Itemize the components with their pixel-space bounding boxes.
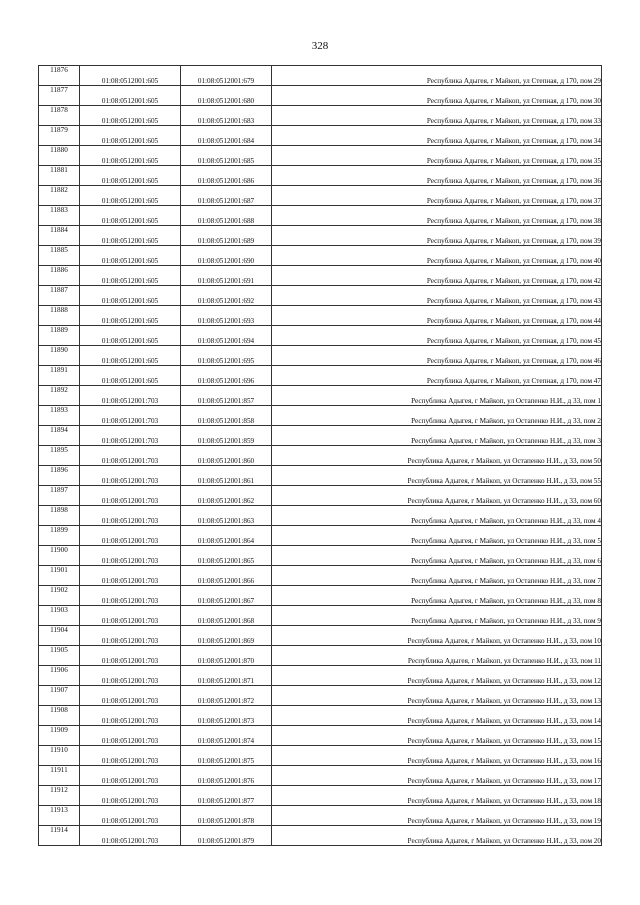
row-number-cell: 11882 <box>39 186 80 206</box>
address-cell: Республика Адыгея, г Майкоп, ул Степная, д 170, пом 29 <box>272 66 602 86</box>
address-cell: Республика Адыгея, г Майкоп, ул Степная, д 170, пом 37 <box>272 186 602 206</box>
table-row <box>39 606 602 626</box>
block-cadastral-cell: 01:08:0512001:703 <box>80 546 181 566</box>
row-number-cell: 11878 <box>39 106 80 126</box>
cadastral-number-cell: 01:08:0512001:864 <box>181 526 272 546</box>
address-cell: Республика Адыгея, г Майкоп, ул Степная, д 170, пом 45 <box>272 326 602 346</box>
table-row <box>39 106 602 126</box>
table-row <box>39 686 602 706</box>
row-number-cell: 11886 <box>39 266 80 286</box>
table-row <box>39 66 602 86</box>
table-row <box>39 666 602 686</box>
block-cadastral-cell: 01:08:0512001:703 <box>80 426 181 446</box>
block-cadastral-cell: 01:08:0512001:605 <box>80 266 181 286</box>
block-cadastral-cell: 01:08:0512001:703 <box>80 406 181 426</box>
address-cell: Республика Адыгея, г Майкоп, ул Степная, д 170, пом 38 <box>272 206 602 226</box>
address-cell: Республика Адыгея, г Майкоп, ул Остапенко Н.И., д 33, пом 15 <box>272 726 602 746</box>
block-cadastral-cell: 01:08:0512001:703 <box>80 446 181 466</box>
table-row <box>39 166 602 186</box>
cadastral-number-cell: 01:08:0512001:683 <box>181 106 272 126</box>
address-cell: Республика Адыгея, г Майкоп, ул Остапенко Н.И., д 33, пом 60 <box>272 486 602 506</box>
table-row <box>39 406 602 426</box>
cadastral-number-cell: 01:08:0512001:696 <box>181 366 272 386</box>
row-number-cell: 11905 <box>39 646 80 666</box>
row-number-cell: 11903 <box>39 606 80 626</box>
row-number-cell: 11907 <box>39 686 80 706</box>
cadastral-number-cell: 01:08:0512001:679 <box>181 66 272 86</box>
table-row <box>39 426 602 446</box>
table-row <box>39 726 602 746</box>
row-number-cell: 11902 <box>39 586 80 606</box>
table-row <box>39 746 602 766</box>
address-cell: Республика Адыгея, г Майкоп, ул Остапенко Н.И., д 33, пом 14 <box>272 706 602 726</box>
table-row <box>39 566 602 586</box>
cadastral-number-cell: 01:08:0512001:863 <box>181 506 272 526</box>
cadastral-number-cell: 01:08:0512001:877 <box>181 786 272 806</box>
row-number-cell: 11904 <box>39 626 80 646</box>
cadastral-number-cell: 01:08:0512001:869 <box>181 626 272 646</box>
block-cadastral-cell: 01:08:0512001:703 <box>80 586 181 606</box>
address-cell: Республика Адыгея, г Майкоп, ул Остапенко Н.И., д 33, пом 12 <box>272 666 602 686</box>
table-row <box>39 626 602 646</box>
row-number-cell: 11883 <box>39 206 80 226</box>
cadastral-number-cell: 01:08:0512001:695 <box>181 346 272 366</box>
table-row <box>39 766 602 786</box>
row-number-cell: 11909 <box>39 726 80 746</box>
address-cell: Республика Адыгея, г Майкоп, ул Степная, д 170, пом 30 <box>272 86 602 106</box>
table-row <box>39 186 602 206</box>
table-row <box>39 386 602 406</box>
address-cell: Республика Адыгея, г Майкоп, ул Степная, д 170, пом 47 <box>272 366 602 386</box>
row-number-cell: 11888 <box>39 306 80 326</box>
cadastral-number-cell: 01:08:0512001:694 <box>181 326 272 346</box>
table-row <box>39 226 602 246</box>
row-number-cell: 11884 <box>39 226 80 246</box>
table-row <box>39 706 602 726</box>
block-cadastral-cell: 01:08:0512001:703 <box>80 666 181 686</box>
block-cadastral-cell: 01:08:0512001:605 <box>80 166 181 186</box>
block-cadastral-cell: 01:08:0512001:703 <box>80 486 181 506</box>
row-number-cell: 11877 <box>39 86 80 106</box>
cadastral-number-cell: 01:08:0512001:868 <box>181 606 272 626</box>
cadastral-number-cell: 01:08:0512001:690 <box>181 246 272 266</box>
address-cell: Республика Адыгея, г Майкоп, ул Остапенко Н.И., д 33, пом 20 <box>272 826 602 846</box>
cadastral-number-cell: 01:08:0512001:876 <box>181 766 272 786</box>
block-cadastral-cell: 01:08:0512001:703 <box>80 626 181 646</box>
cadastral-number-cell: 01:08:0512001:691 <box>181 266 272 286</box>
cadastral-number-cell: 01:08:0512001:688 <box>181 206 272 226</box>
row-number-cell: 11913 <box>39 806 80 826</box>
block-cadastral-cell: 01:08:0512001:703 <box>80 506 181 526</box>
table-row <box>39 586 602 606</box>
address-cell: Республика Адыгея, г Майкоп, ул Остапенко Н.И., д 33, пом 1 <box>272 386 602 406</box>
row-number-cell: 11879 <box>39 126 80 146</box>
table-row <box>39 466 602 486</box>
cadastral-number-cell: 01:08:0512001:687 <box>181 186 272 206</box>
cadastral-number-cell: 01:08:0512001:680 <box>181 86 272 106</box>
address-cell: Республика Адыгея, г Майкоп, ул Остапенко Н.И., д 33, пом 17 <box>272 766 602 786</box>
row-number-cell: 11912 <box>39 786 80 806</box>
address-cell: Республика Адыгея, г Майкоп, ул Остапенко Н.И., д 33, пом 7 <box>272 566 602 586</box>
row-number-cell: 11895 <box>39 446 80 466</box>
row-number-cell: 11901 <box>39 566 80 586</box>
block-cadastral-cell: 01:08:0512001:703 <box>80 786 181 806</box>
table-row <box>39 246 602 266</box>
block-cadastral-cell: 01:08:0512001:605 <box>80 206 181 226</box>
block-cadastral-cell: 01:08:0512001:605 <box>80 146 181 166</box>
row-number-cell: 11885 <box>39 246 80 266</box>
row-number-cell: 11894 <box>39 426 80 446</box>
block-cadastral-cell: 01:08:0512001:605 <box>80 346 181 366</box>
cadastral-number-cell: 01:08:0512001:873 <box>181 706 272 726</box>
row-number-cell: 11890 <box>39 346 80 366</box>
block-cadastral-cell: 01:08:0512001:605 <box>80 86 181 106</box>
address-cell: Республика Адыгея, г Майкоп, ул Остапенко Н.И., д 33, пом 50 <box>272 446 602 466</box>
block-cadastral-cell: 01:08:0512001:703 <box>80 526 181 546</box>
cadastral-number-cell: 01:08:0512001:686 <box>181 166 272 186</box>
registry-table-body <box>39 66 602 846</box>
block-cadastral-cell: 01:08:0512001:605 <box>80 246 181 266</box>
table-row <box>39 646 602 666</box>
row-number-cell: 11876 <box>39 66 80 86</box>
address-cell: Республика Адыгея, г Майкоп, ул Степная, д 170, пом 36 <box>272 166 602 186</box>
cadastral-number-cell: 01:08:0512001:870 <box>181 646 272 666</box>
address-cell: Республика Адыгея, г Майкоп, ул Остапенко Н.И., д 33, пом 10 <box>272 626 602 646</box>
address-cell: Республика Адыгея, г Майкоп, ул Остапенко Н.И., д 33, пом 4 <box>272 506 602 526</box>
address-cell: Республика Адыгея, г Майкоп, ул Остапенко Н.И., д 33, пом 8 <box>272 586 602 606</box>
table-row <box>39 506 602 526</box>
address-cell: Республика Адыгея, г Майкоп, ул Степная, д 170, пом 44 <box>272 306 602 326</box>
address-cell: Республика Адыгея, г Майкоп, ул Остапенко Н.И., д 33, пом 9 <box>272 606 602 626</box>
cadastral-number-cell: 01:08:0512001:865 <box>181 546 272 566</box>
row-number-cell: 11910 <box>39 746 80 766</box>
block-cadastral-cell: 01:08:0512001:703 <box>80 566 181 586</box>
cadastral-number-cell: 01:08:0512001:693 <box>181 306 272 326</box>
cadastral-number-cell: 01:08:0512001:871 <box>181 666 272 686</box>
table-row <box>39 806 602 826</box>
table-row <box>39 446 602 466</box>
table-row <box>39 346 602 366</box>
block-cadastral-cell: 01:08:0512001:605 <box>80 366 181 386</box>
address-cell: Республика Адыгея, г Майкоп, ул Степная, д 170, пом 35 <box>272 146 602 166</box>
cadastral-number-cell: 01:08:0512001:872 <box>181 686 272 706</box>
address-cell: Республика Адыгея, г Майкоп, ул Остапенко Н.И., д 33, пом 3 <box>272 426 602 446</box>
table-row <box>39 526 602 546</box>
address-cell: Республика Адыгея, г Майкоп, ул Остапенко Н.И., д 33, пом 2 <box>272 406 602 426</box>
row-number-cell: 11899 <box>39 526 80 546</box>
table-row <box>39 786 602 806</box>
block-cadastral-cell: 01:08:0512001:605 <box>80 326 181 346</box>
block-cadastral-cell: 01:08:0512001:605 <box>80 106 181 126</box>
table-row <box>39 826 602 846</box>
table-row <box>39 266 602 286</box>
block-cadastral-cell: 01:08:0512001:605 <box>80 186 181 206</box>
address-cell: Республика Адыгея, г Майкоп, ул Степная, д 170, пом 42 <box>272 266 602 286</box>
row-number-cell: 11892 <box>39 386 80 406</box>
address-cell: Республика Адыгея, г Майкоп, ул Степная, д 170, пом 46 <box>272 346 602 366</box>
cadastral-number-cell: 01:08:0512001:692 <box>181 286 272 306</box>
block-cadastral-cell: 01:08:0512001:703 <box>80 466 181 486</box>
row-number-cell: 11896 <box>39 466 80 486</box>
cadastral-number-cell: 01:08:0512001:878 <box>181 806 272 826</box>
table-row <box>39 146 602 166</box>
row-number-cell: 11897 <box>39 486 80 506</box>
cadastral-number-cell: 01:08:0512001:861 <box>181 466 272 486</box>
row-number-cell: 11911 <box>39 766 80 786</box>
block-cadastral-cell: 01:08:0512001:605 <box>80 286 181 306</box>
table-row <box>39 366 602 386</box>
table-row <box>39 546 602 566</box>
cadastral-number-cell: 01:08:0512001:875 <box>181 746 272 766</box>
block-cadastral-cell: 01:08:0512001:703 <box>80 706 181 726</box>
address-cell: Республика Адыгея, г Майкоп, ул Остапенко Н.И., д 33, пом 5 <box>272 526 602 546</box>
table-row <box>39 206 602 226</box>
block-cadastral-cell: 01:08:0512001:703 <box>80 766 181 786</box>
cadastral-number-cell: 01:08:0512001:879 <box>181 826 272 846</box>
table-row <box>39 306 602 326</box>
address-cell: Республика Адыгея, г Майкоп, ул Остапенко Н.И., д 33, пом 13 <box>272 686 602 706</box>
cadastral-number-cell: 01:08:0512001:859 <box>181 426 272 446</box>
table-row <box>39 126 602 146</box>
row-number-cell: 11914 <box>39 826 80 846</box>
row-number-cell: 11891 <box>39 366 80 386</box>
block-cadastral-cell: 01:08:0512001:605 <box>80 66 181 86</box>
cadastral-number-cell: 01:08:0512001:689 <box>181 226 272 246</box>
address-cell: Республика Адыгея, г Майкоп, ул Остапенко Н.И., д 33, пом 55 <box>272 466 602 486</box>
row-number-cell: 11887 <box>39 286 80 306</box>
address-cell: Республика Адыгея, г Майкоп, ул Степная, д 170, пом 43 <box>272 286 602 306</box>
block-cadastral-cell: 01:08:0512001:703 <box>80 686 181 706</box>
table-row <box>39 326 602 346</box>
block-cadastral-cell: 01:08:0512001:605 <box>80 226 181 246</box>
address-cell: Республика Адыгея, г Майкоп, ул Степная, д 170, пом 40 <box>272 246 602 266</box>
address-cell: Республика Адыгея, г Майкоп, ул Остапенко Н.И., д 33, пом 11 <box>272 646 602 666</box>
table-row <box>39 486 602 506</box>
address-cell: Республика Адыгея, г Майкоп, ул Степная, д 170, пом 39 <box>272 226 602 246</box>
address-cell: Республика Адыгея, г Майкоп, ул Остапенко Н.И., д 33, пом 19 <box>272 806 602 826</box>
cadastral-number-cell: 01:08:0512001:866 <box>181 566 272 586</box>
row-number-cell: 11881 <box>39 166 80 186</box>
block-cadastral-cell: 01:08:0512001:703 <box>80 826 181 846</box>
block-cadastral-cell: 01:08:0512001:605 <box>80 126 181 146</box>
table-row <box>39 86 602 106</box>
row-number-cell: 11898 <box>39 506 80 526</box>
address-cell: Республика Адыгея, г Майкоп, ул Остапенко Н.И., д 33, пом 18 <box>272 786 602 806</box>
cadastral-number-cell: 01:08:0512001:874 <box>181 726 272 746</box>
block-cadastral-cell: 01:08:0512001:703 <box>80 386 181 406</box>
block-cadastral-cell: 01:08:0512001:703 <box>80 606 181 626</box>
block-cadastral-cell: 01:08:0512001:703 <box>80 806 181 826</box>
cadastral-number-cell: 01:08:0512001:685 <box>181 146 272 166</box>
cadastral-number-cell: 01:08:0512001:858 <box>181 406 272 426</box>
row-number-cell: 11889 <box>39 326 80 346</box>
page-number: 328 <box>311 40 329 52</box>
block-cadastral-cell: 01:08:0512001:703 <box>80 726 181 746</box>
row-number-cell: 11893 <box>39 406 80 426</box>
row-number-cell: 11908 <box>39 706 80 726</box>
address-cell: Республика Адыгея, г Майкоп, ул Степная, д 170, пом 34 <box>272 126 602 146</box>
row-number-cell: 11906 <box>39 666 80 686</box>
row-number-cell: 11900 <box>39 546 80 566</box>
table-row <box>39 286 602 306</box>
address-cell: Республика Адыгея, г Майкоп, ул Остапенко Н.И., д 33, пом 6 <box>272 546 602 566</box>
address-cell: Республика Адыгея, г Майкоп, ул Остапенко Н.И., д 33, пом 16 <box>272 746 602 766</box>
block-cadastral-cell: 01:08:0512001:703 <box>80 646 181 666</box>
cadastral-number-cell: 01:08:0512001:857 <box>181 386 272 406</box>
cadastral-number-cell: 01:08:0512001:862 <box>181 486 272 506</box>
cadastral-number-cell: 01:08:0512001:684 <box>181 126 272 146</box>
row-number-cell: 11880 <box>39 146 80 166</box>
block-cadastral-cell: 01:08:0512001:605 <box>80 306 181 326</box>
cadastral-number-cell: 01:08:0512001:860 <box>181 446 272 466</box>
address-cell: Республика Адыгея, г Майкоп, ул Степная, д 170, пом 33 <box>272 106 602 126</box>
cadastral-number-cell: 01:08:0512001:867 <box>181 586 272 606</box>
block-cadastral-cell: 01:08:0512001:703 <box>80 746 181 766</box>
registry-table <box>38 65 602 846</box>
